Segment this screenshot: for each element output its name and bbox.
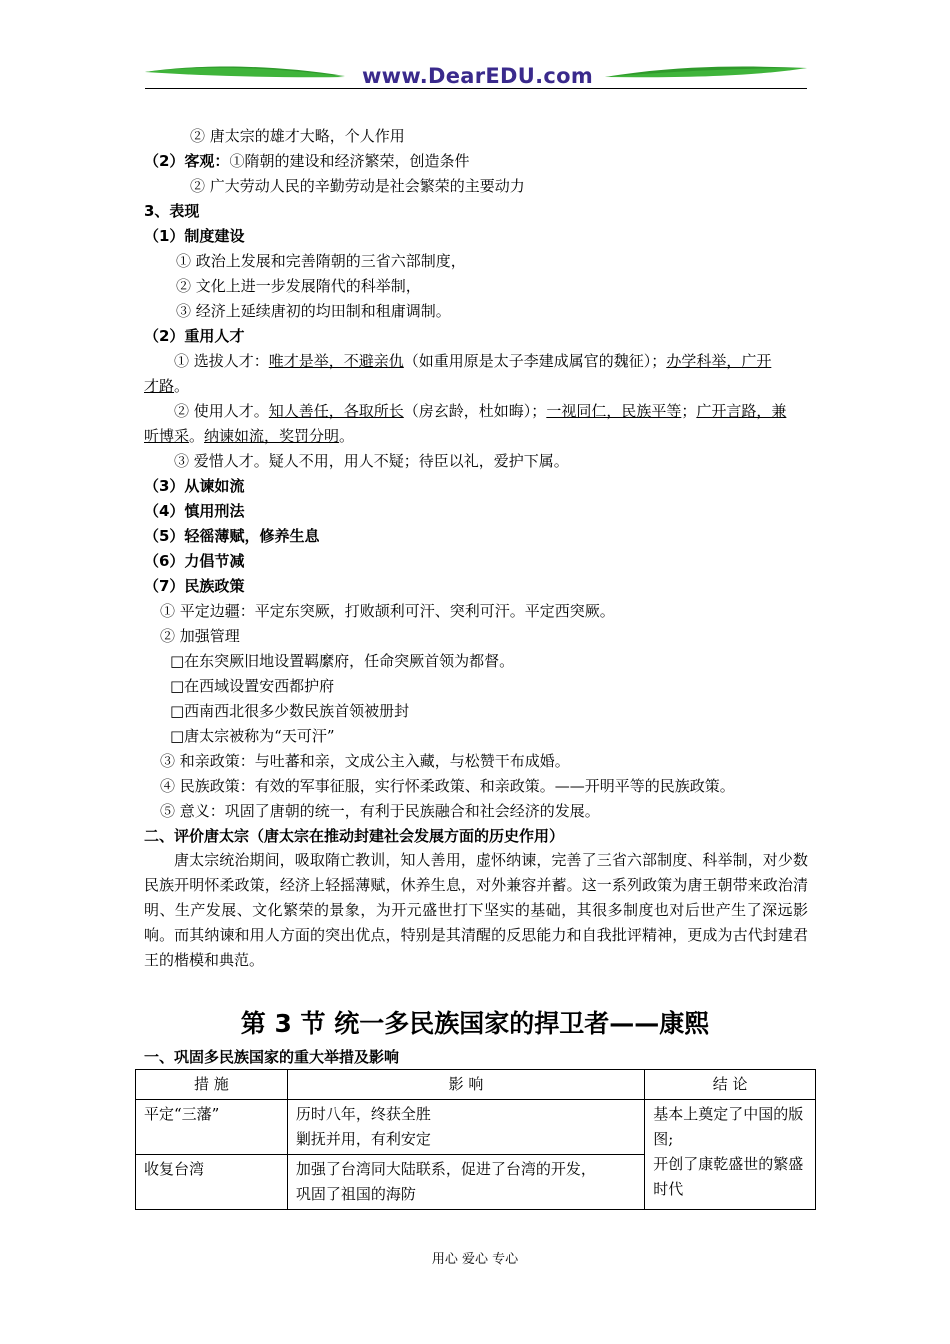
underlined-phrase: 听博采 [144, 427, 190, 445]
impact-line: 巩固了祖国的海防 [295, 1185, 416, 1203]
text-span: （房玄龄，杜如晦）； [403, 402, 547, 420]
impact-line: 剿抚并用，有利安定 [295, 1130, 431, 1148]
heading-evaluation: 二、评价唐太宗（唐太宗在推动封建社会发展方面的历史作用） [144, 827, 565, 845]
bullet-line: □在西域设置安西都护府 [170, 677, 335, 695]
text-line [144, 376, 189, 396]
underlined-phrase: 一视同仁，民族平等 [546, 402, 682, 420]
heading-objective: （2）客观： [144, 152, 230, 170]
table-cell-impact [287, 1155, 644, 1210]
text-line: ② 唐太宗的雄才大略，个人作用 [190, 127, 405, 145]
underlined-phrase: 知人善任，各取所长 [268, 402, 404, 420]
table-header-row [136, 1070, 816, 1100]
site-logo-text[interactable]: www.DearEDU.com [361, 64, 594, 88]
text-line: ③ 和亲政策：与吐蕃和亲，文成公主入藏，与松赞干布成婚。 [160, 752, 570, 770]
table-cell-measure: 平定“三藩” [136, 1100, 288, 1155]
text-span: ① 选拔人才： [174, 352, 269, 370]
section-subtitle: 一、巩固多民族国家的重大举措及影响 [144, 1048, 400, 1066]
impact-line: 加强了台湾同大陆联系，促进了台湾的开发， [295, 1160, 596, 1178]
text-line: ④ 民族政策：有效的军事征服，实行怀柔政策、和亲政策。——开明平等的民族政策。 [160, 777, 735, 795]
table-cell-impact [287, 1100, 644, 1155]
measures-table [135, 1069, 816, 1210]
text-span: 。 [339, 427, 355, 445]
text-span: （如重用原是太子李建成属官的魏征）； [403, 352, 667, 370]
heading-penalty: （4）慎用刑法 [144, 502, 245, 520]
text-line: ① 平定边疆：平定东突厥，打败颉利可汗、突利可汗。平定西突厥。 [160, 602, 615, 620]
conclusion-line: 基本上奠定了中国的版图; [653, 1105, 804, 1148]
text-line [174, 351, 771, 371]
text-line: ⑤ 意义：巩固了唐朝的统一，有利于民族融合和社会经济的发展。 [160, 802, 600, 820]
text-line: ② 广大劳动人民的辛勤劳动是社会繁荣的主要动力 [190, 177, 525, 195]
table-header-cell: 措 施 [136, 1070, 288, 1100]
text-line: ③ 经济上延续唐初的均田制和租庸调制。 [176, 302, 451, 320]
table-row [136, 1100, 816, 1155]
text-span: ①隋朝的建设和经济繁荣，创造条件 [229, 152, 470, 170]
text-line [144, 426, 354, 446]
header-rule [145, 88, 807, 89]
evaluation-paragraph: 唐太宗统治期间，吸取隋亡教训，知人善用，虚怀纳谏，完善了三省六部制度、科举制，对少数民族开明怀柔政策，经济上轻摇薄赋，休养生息，对外兼容并蓄。这一系列政策为唐王朝带来政治清明、生产发展、文化繁荣的景象，为开元盛世打下坚实的基础，其很多制度也对后世产生了深远影响。而其纳谏和用人方面的突出优点，特别是其清醒的反思能力和自我批评精神，更成为古代封建君王的楷模和典范。 [144, 851, 808, 969]
text-line: ③ 爱惜人才。疑人不用，用人不疑；待臣以礼，爱护下属。 [174, 452, 569, 470]
heading-ethnic-policy: （7）民族政策 [144, 577, 245, 595]
text-line [144, 151, 469, 171]
page-footer: 用心 爱心 专心 [431, 1252, 519, 1267]
underlined-phrase: 办学科举，广开 [666, 352, 772, 370]
heading-institution: （1）制度建设 [144, 227, 245, 245]
underlined-phrase: 广开言路，兼 [696, 402, 787, 420]
bullet-line: □在东突厥旧地设置羁縻府，任命突厥首领为都督。 [170, 652, 515, 670]
heading-manifestation: 3、表现 [144, 202, 200, 220]
table-header-cell: 结 论 [645, 1070, 816, 1100]
text-span: ； [681, 402, 697, 420]
underlined-phrase: 才路 [144, 377, 175, 395]
underlined-phrase: 唯才是举，不避亲仇 [268, 352, 404, 370]
text-span: 。 [174, 377, 190, 395]
heading-remonstrance: （3）从谏如流 [144, 477, 245, 495]
heading-frugality: （6）力倡节减 [144, 552, 245, 570]
underlined-phrase: 纳谏如流，奖罚分明 [204, 427, 340, 445]
table-cell-conclusion [645, 1100, 816, 1210]
bullet-line: □西南西北很多少数民族首领被册封 [170, 702, 410, 720]
text-line: ② 文化上进一步发展隋代的科举制， [176, 277, 421, 295]
text-line: ② 加强管理 [160, 627, 240, 645]
site-header [145, 58, 807, 94]
text-line: ① 政治上发展和完善隋朝的三省六部制度， [176, 252, 466, 270]
impact-line: 历时八年，终获全胜 [295, 1105, 431, 1123]
text-span: 。 [189, 427, 205, 445]
bullet-line: □唐太宗被称为“天可汗” [170, 727, 335, 745]
heading-taxation: （5）轻徭薄赋，修养生息 [144, 527, 320, 545]
table-cell-measure: 收复台湾 [136, 1155, 288, 1210]
section-title: 第 3 节 统一多民族国家的捍卫者——康熙 [240, 1009, 710, 1038]
table-header-cell: 影 响 [287, 1070, 644, 1100]
heading-talent: （2）重用人才 [144, 327, 245, 345]
text-span: ② 使用人才。 [174, 402, 269, 420]
text-line [174, 401, 786, 421]
conclusion-line: 开创了康乾盛世的繁盛时代 [653, 1155, 804, 1198]
